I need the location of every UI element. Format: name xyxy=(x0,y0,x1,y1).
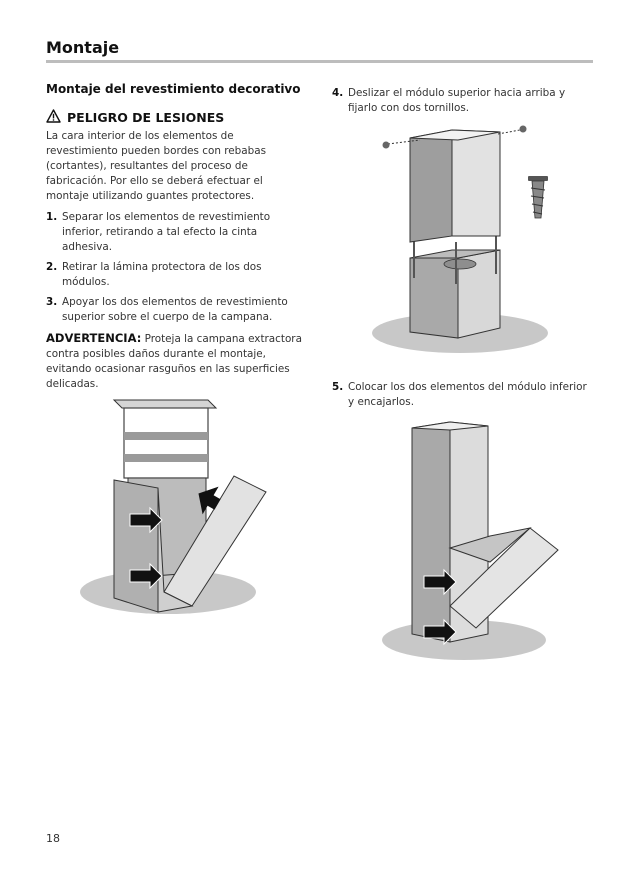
danger-heading xyxy=(46,108,308,127)
step-item xyxy=(46,210,308,255)
step-number: 3. xyxy=(46,296,58,308)
step-number: 1. xyxy=(46,211,58,223)
steps-list xyxy=(46,210,308,325)
step-4-list xyxy=(332,86,594,116)
danger-label: PELIGRO DE LESIONES xyxy=(67,110,225,125)
warning-label: ADVERTENCIA: xyxy=(46,331,142,345)
right-column xyxy=(332,86,594,121)
step-text: Colocar los dos elementos del módulo inferior y encajarlos. xyxy=(348,381,587,408)
danger-text: La cara interior de los elementos de revestimiento pueden bordes con rebabas (cortantes), resultantes del proceso de fabricación. Por ello se deberá efectuar el montaje utilizando guantes protectores. xyxy=(46,130,267,202)
step-4-illustration xyxy=(368,118,588,358)
warning-triangle-icon xyxy=(46,108,61,127)
left-column xyxy=(46,82,308,392)
right-column-step-5 xyxy=(332,380,594,415)
step-item xyxy=(46,295,308,325)
step-5-list xyxy=(332,380,594,410)
section-title: Montaje xyxy=(46,38,120,57)
step-number: 5. xyxy=(332,381,344,393)
step-3-illustration xyxy=(78,392,288,622)
warning-text: Proteja la campana extractora contra posibles daños durante el montaje, evitando ocasionar rasguños en las superficies delicadas. xyxy=(46,333,302,390)
step-item xyxy=(332,86,594,116)
step-text: Apoyar los dos elementos de revestimiento superior sobre el cuerpo de la campana. xyxy=(62,296,288,323)
step-number: 4. xyxy=(332,87,344,99)
step-item xyxy=(332,380,594,410)
step-text: Retirar la lámina protectora de los dos módulos. xyxy=(62,261,262,288)
step-item xyxy=(46,260,308,290)
warning-note xyxy=(46,331,308,392)
step-text: Deslizar el módulo superior hacia arriba y fijarlo con dos tornillos. xyxy=(348,87,566,114)
step-number: 2. xyxy=(46,261,58,273)
step-5-illustration xyxy=(380,420,580,670)
subsection-title: Montaje del revestimiento decorativo xyxy=(46,82,301,96)
page-number: 18 xyxy=(46,832,60,845)
step-text: Separar los elementos de revestimiento inferior, retirando a tal efecto la cinta adhesiva. xyxy=(62,211,271,253)
title-divider xyxy=(46,60,593,63)
